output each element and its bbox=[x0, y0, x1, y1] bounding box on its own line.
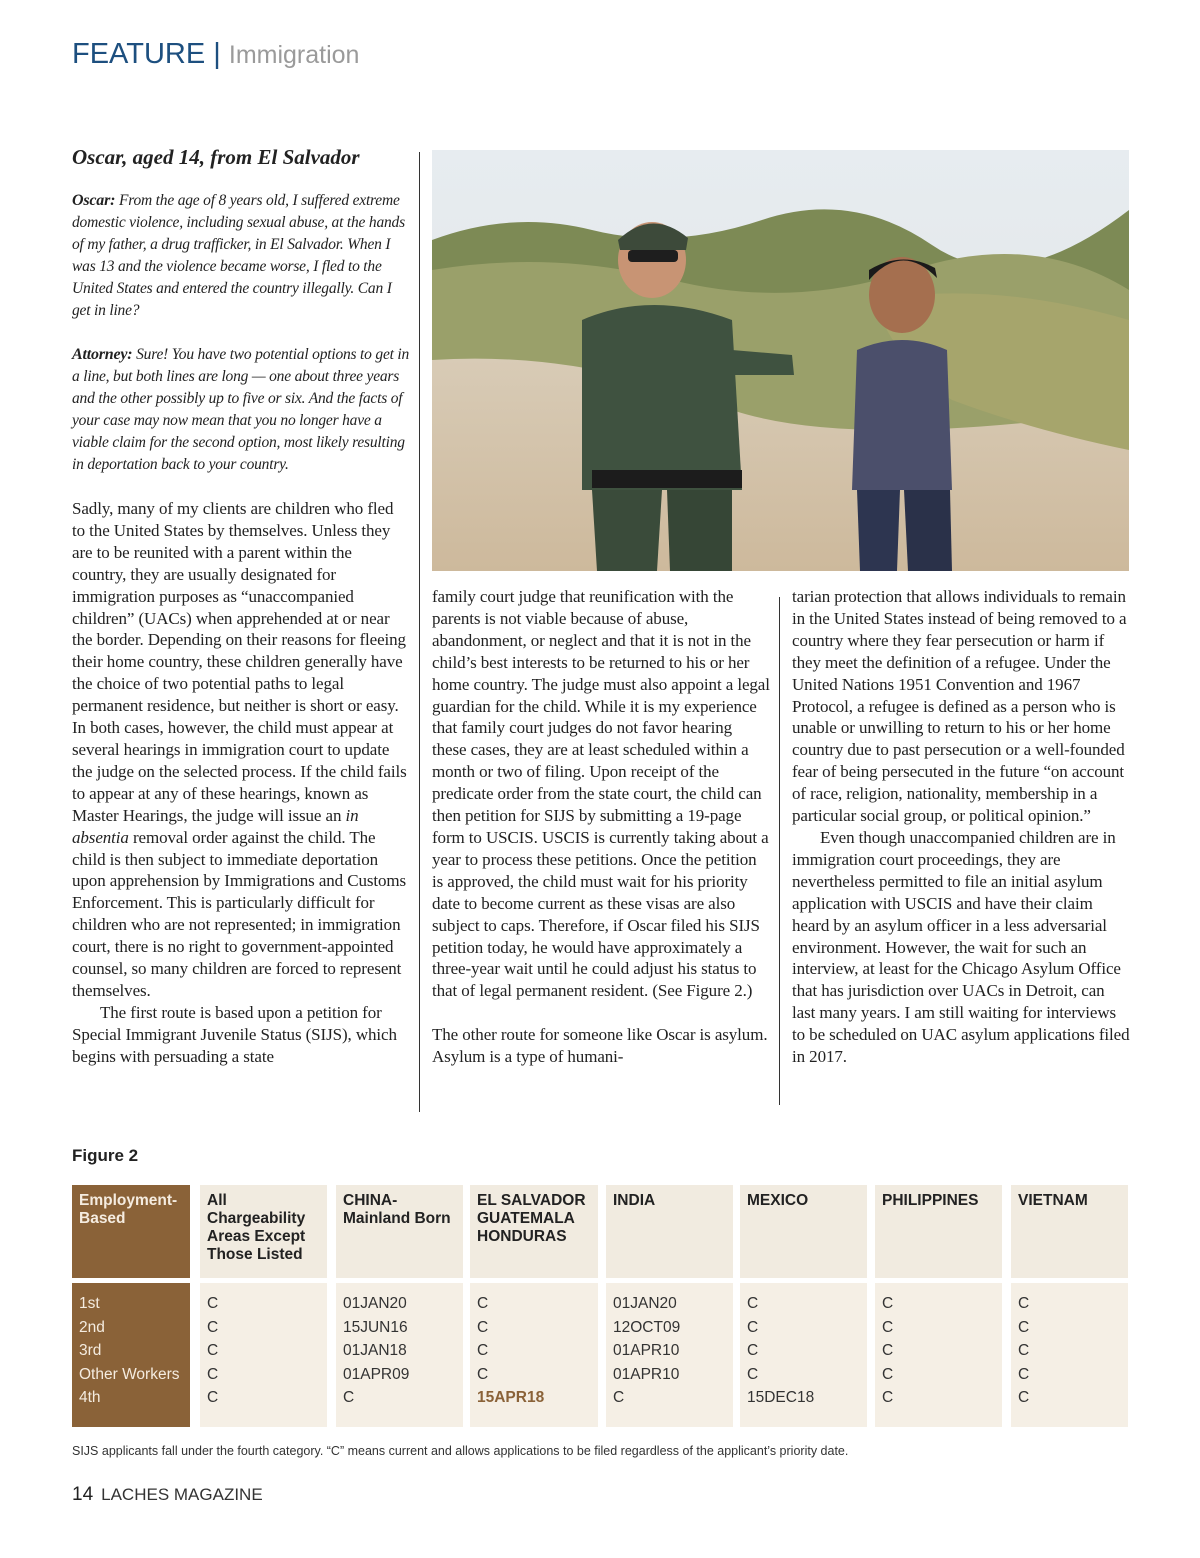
table-cell: C bbox=[747, 1342, 759, 1359]
table-cell: C bbox=[882, 1295, 894, 1312]
table-cell: C bbox=[613, 1389, 625, 1406]
column-1 bbox=[72, 145, 410, 1068]
table-cell: 01JAN20 bbox=[343, 1295, 407, 1312]
column-divider-1 bbox=[419, 152, 420, 1112]
col1-p1-emphasis: in absentia bbox=[72, 805, 359, 847]
attorney-label: Attorney: bbox=[72, 346, 133, 363]
table-cell: 01APR10 bbox=[613, 1365, 680, 1383]
oscar-text: From the age of 8 years old, I suffered extreme domestic violence, including sexual abuse, at the hands of my father, a drug trafficker, in El Salvador. When I was 13 and the violence became worse, I fled to the United States and entered the country illegally. Can I get in line? bbox=[72, 192, 405, 319]
figure-caption: SIJS applicants fall under the fourth category. “C” means current and allows applications to be filed regardless of the applicant’s priority date. bbox=[72, 1444, 849, 1458]
page-footer bbox=[72, 1484, 263, 1506]
table-cell: C bbox=[1018, 1389, 1030, 1406]
table-cell: C bbox=[882, 1389, 894, 1406]
table-cell: C bbox=[477, 1365, 489, 1383]
table-header-cell: Employment-Based bbox=[72, 1185, 190, 1278]
col3-paragraph-2: Even though unaccompanied children are in immigration court proceedings, they are nevertheless permitted to file an initial asylum application with USCIS and have their claim heard by an asylum officer in a less adversarial environment. However, the wait for such an interview, at least for the Chicago Asylum Office that has jurisdiction over UACs in Detroit, can last many years. I am still waiting for interviews to be scheduled on UAC asylum applications filed in 2017. bbox=[792, 827, 1130, 1067]
table-cell-highlight: 15APR18 bbox=[477, 1389, 545, 1406]
table-cell: 01JAN20 bbox=[613, 1295, 677, 1312]
attorney-text: Sure! You have two potential options to get in a line, but both lines are long — one about three years and the other possibly up to five or six. And the facts of your case may now mean that you no longer have a viable claim for the second option, most likely resulting in deportation back to your country. bbox=[72, 346, 410, 473]
table-cell: C bbox=[477, 1318, 489, 1336]
table-cell: C bbox=[1018, 1318, 1030, 1336]
table-column-vietnam bbox=[1011, 1283, 1128, 1427]
table-cell: C bbox=[1018, 1295, 1030, 1312]
table-cell: C bbox=[207, 1295, 219, 1312]
table-column-mexico bbox=[740, 1283, 867, 1427]
page-number: 14 bbox=[72, 1484, 94, 1505]
oscar-label: Oscar: bbox=[72, 192, 116, 209]
table-cell: C bbox=[207, 1318, 219, 1336]
feature-label: FEATURE bbox=[72, 38, 206, 70]
table-column-all-areas bbox=[200, 1283, 327, 1427]
table-cell: C bbox=[1018, 1342, 1030, 1359]
story-title: Oscar, aged 14, from El Salvador bbox=[72, 145, 360, 169]
oscar-question bbox=[72, 190, 410, 322]
table-column-china bbox=[336, 1283, 463, 1427]
table-cell: C bbox=[477, 1295, 489, 1312]
table-cell: 1st bbox=[79, 1295, 100, 1312]
table-cell: 01APR09 bbox=[343, 1365, 410, 1383]
table-header-cell: CHINA-Mainland Born bbox=[336, 1185, 463, 1278]
table-column-philippines bbox=[875, 1283, 1002, 1427]
table-cell: C bbox=[1018, 1365, 1030, 1383]
col1-p1-text-b: removal order against the child. The child is then subject to immediate deportation upon apprehension by Immigrations and Customs Enforcement. This is particularly difficult for children who are not represented; in immigration court, there is no right to government-appointed counsel, so many children are forced to represent themselves. bbox=[72, 827, 407, 1000]
table-header-cell: VIETNAM bbox=[1011, 1185, 1128, 1278]
table-cell: C bbox=[747, 1318, 759, 1336]
table-header-cell: All Chargeability Areas Except Those Listed bbox=[200, 1185, 327, 1278]
table-cell: C bbox=[747, 1365, 759, 1383]
table-cell: C bbox=[882, 1365, 894, 1383]
col2-paragraph-1: family court judge that reunification with the parents is not viable because of abuse, abandonment, or neglect and that it is not in the child’s best interests to be returned to his or her home country. The judge must also appoint a legal guardian for the child. While it is my experience that family court judges do not favor hearing these cases, they are at least scheduled within a month or two of filing. Upon receipt of the predicate order from the state court, the child can then petition for SIJS by submitting a 19-page form to USCIS. USCIS is currently taking about a year to process these petitions. Once the petition is approved, the child must wait for his priority date to become current as these visas are also subject to caps. Therefore, if Oscar filed his SIJS petition today, he would have approximately a three-year wait until he could adjust his status to that of legal permanent resident. (See Figure 2.) bbox=[432, 587, 770, 1001]
table-cell: 4th bbox=[79, 1389, 101, 1406]
table-cell: 01JAN18 bbox=[343, 1342, 407, 1359]
header-separator: | bbox=[213, 38, 221, 70]
table-header-cell: EL SALVADOR GUATEMALA HONDURAS bbox=[470, 1185, 598, 1278]
table-cell: C bbox=[207, 1342, 219, 1359]
border-patrol-photo bbox=[432, 150, 1129, 571]
section-label: Immigration bbox=[228, 41, 360, 69]
table-column-category bbox=[72, 1283, 190, 1427]
table-cell: 3rd bbox=[79, 1342, 102, 1359]
table-header-cell: INDIA bbox=[606, 1185, 733, 1278]
table-cell: C bbox=[882, 1342, 894, 1359]
col2-paragraph-2: The other route for someone like Oscar is asylum. Asylum is a type of humani- bbox=[432, 1025, 768, 1067]
table-cell: 15DEC18 bbox=[747, 1389, 815, 1406]
table-cell: 15JUN16 bbox=[343, 1318, 408, 1336]
table-cell: C bbox=[882, 1318, 894, 1336]
column-divider-2 bbox=[779, 597, 780, 1105]
table-cell: C bbox=[343, 1389, 355, 1406]
magazine-name: LACHES MAGAZINE bbox=[101, 1485, 263, 1504]
table-column-central-america bbox=[470, 1283, 598, 1427]
table-header-cell: PHILIPPINES bbox=[875, 1185, 1002, 1278]
figure-title: Figure 2 bbox=[72, 1146, 139, 1165]
table-column-india bbox=[606, 1283, 733, 1427]
table-cell: C bbox=[477, 1342, 489, 1359]
col1-paragraph-2: The first route is based upon a petition for Special Immigrant Juvenile Status (SIJS), which begins with persuading a state bbox=[72, 1002, 397, 1066]
table-cell: 2nd bbox=[79, 1318, 105, 1336]
table-cell: C bbox=[207, 1365, 219, 1383]
col1-p1-text-a: Sadly, many of my clients are children who fled to the United States by themselves. Unless they are to be reunited with a parent within the country, they are usually designated for immigration purposes as “unaccompanied children” (UACs) when apprehended at or near the border. Depending on their reasons for fleeing their home country, these children generally have the choice of two potential paths to legal permanent residence, but neither is short or easy. In both cases, however, the child must appear at several hearings in immigration court to update the judge on the selected process. If the child fails to appear at any of these hearings, known as Master Hearings, the judge will issue an bbox=[72, 499, 407, 825]
table-header-cell: MEXICO bbox=[740, 1185, 867, 1278]
table-cell: 12OCT09 bbox=[613, 1318, 681, 1336]
attorney-answer bbox=[72, 344, 410, 476]
table-cell: C bbox=[747, 1295, 759, 1312]
section-header bbox=[72, 38, 359, 71]
table-cell: 01APR10 bbox=[613, 1342, 680, 1359]
col3-paragraph-1: tarian protection that allows individuals to remain in the United States instead of being removed to a country where they fear persecution or harm if they meet the definition of a refugee. Under the United Nations 1951 Convention and 1967 Protocol, a refugee is defined as a person who is unable or unwilling to return to his or her home country due to past persecution or a well-founded fear of being persecuted in the future “on account of race, religion, nationality, membership in a particular social group, or political opinion.” bbox=[792, 587, 1127, 826]
column-2 bbox=[432, 586, 770, 1068]
column-3 bbox=[792, 586, 1130, 1068]
col1-paragraph-1 bbox=[72, 498, 410, 1002]
table-cell: C bbox=[207, 1389, 219, 1406]
table-cell: Other Workers bbox=[79, 1365, 180, 1383]
